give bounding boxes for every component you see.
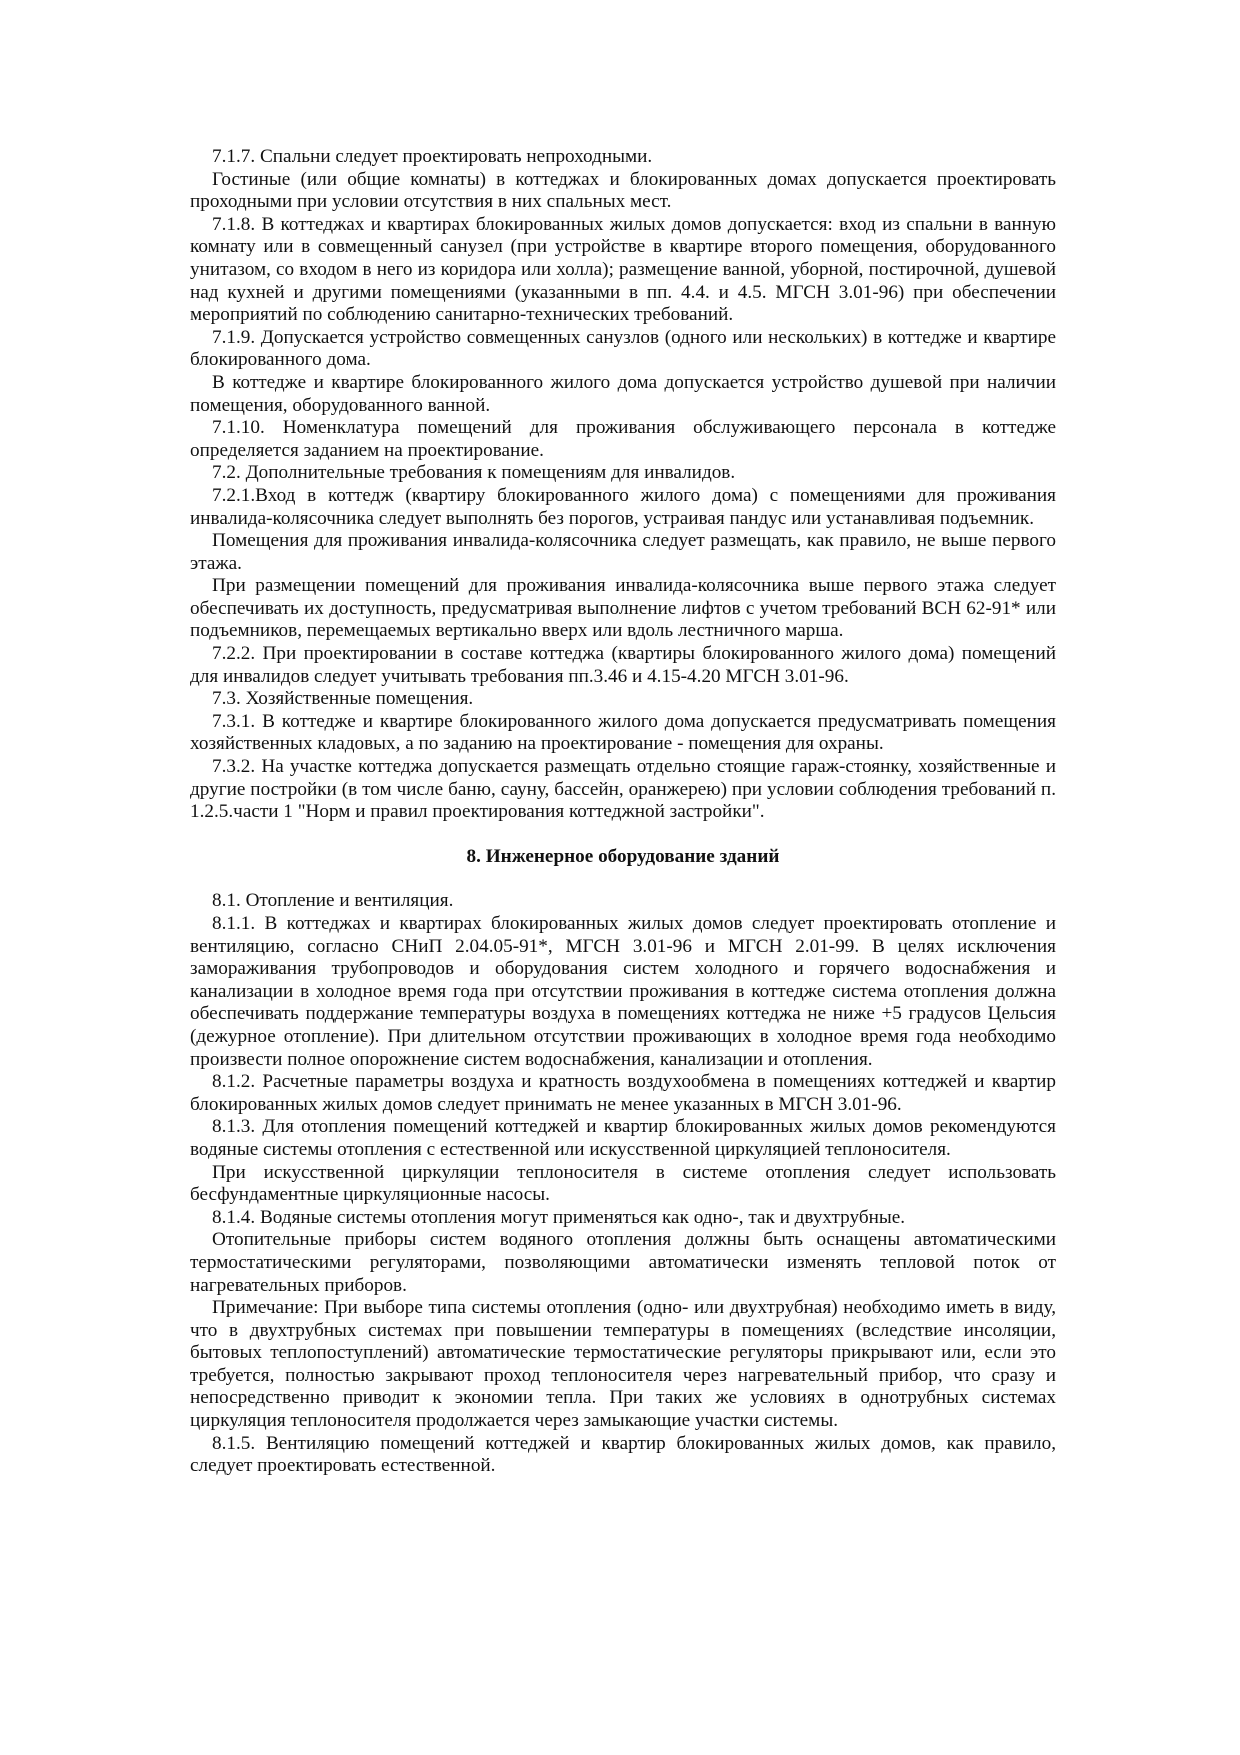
paragraph-8-1-4-devices: Отопительные приборы систем водяного отопления должны быть оснащены автоматическими термостатическими регуляторами, позволяющими автоматически изменять тепловой поток от нагревательных приборов. [190,1229,1056,1296]
paragraph-8-1-4: 8.1.4. Водяные системы отопления могут применяться как одно-, так и двухтрубные. [212,1206,906,1228]
paragraph-8-1-1: 8.1.1. В коттеджах и квартирах блокированных жилых домов следует проектировать отопление и вентиляцию, согласно СНиП 2.04.05-91*, МГСН 3.01-96 и МГСН 2.01-99. В целях исключения замораживания трубопроводов и оборудования систем холодного и горячего водоснабжения и канализации в холодное время года при отсутствии проживания в коттедже система отопления должна обеспечивать поддержание температуры воздуха в помещениях коттеджа не ниже +5 градусов Цельсия (дежурное отопление). При длительном отсутствии проживающих в холодное время года необходимо произвести полное опорожнение систем водоснабжения, канализации и отопления. [190,913,1056,1070]
paragraph-8-1-4-note: Примечание: При выборе типа системы отопления (одно- или двухтрубная) необходимо иметь в виду, что в двухтрубных системах при повышении температуры в помещениях (вследствие инсоляции, бытовых теплопоступлений) автоматические термостатические регуляторы прикрывают или, если это требуется, полностью закрывают проход теплоносителя через нагревательный прибор, что сразу и непосредственно приводит к экономии тепла. При таких же условиях в однотрубных системах циркуляция теплоносителя продолжается через замыкающие участки системы. [190,1297,1056,1432]
paragraph-8-1: 8.1. Отопление и вентиляция. [212,890,454,912]
paragraph-7-2: 7.2. Дополнительные требования к помещениям для инвалидов. [212,462,736,484]
paragraph-7-3: 7.3. Хозяйственные помещения. [212,688,474,710]
section-heading: 8. Инженерное оборудование зданий [466,845,780,867]
paragraph-7-3-2: 7.3.2. На участке коттеджа допускается размещать отдельно стоящие гараж-стоянку, хозяйственные и другие постройки (в том числе баню, сауну, бассейн, оранжерею) при условии соблюдения требований п. 1.2.5.части 1 "Норм и правил проектирования коттеджной застройки". [190,756,1056,823]
paragraph-8-1-2: 8.1.2. Расчетные параметры воздуха и кратность воздухообмена в помещениях коттеджей и квартир блокированных жилых домов следует принимать не менее указанных в МГСН 3.01-96. [190,1071,1056,1115]
paragraph-7-3-1: 7.3.1. В коттедже и квартире блокированного жилого дома допускается предусматривать помещения хозяйственных кладовых, а по заданию на проектирование - помещения для охраны. [190,710,1056,755]
paragraph-7-1-7: 7.1.7. Спальни следует проектировать непроходными. [212,146,653,167]
paragraph-7-1-8: 7.1.8. В коттеджах и квартирах блокированных жилых домов допускается: вход из спальни в ванную комнату или в совмещенный санузел (при устройстве в квартире второго помещения, оборудованного унитазом, со входом в него из коридора или холла); размещение ванной, уборной, постирочной, душевой над кухней и другими помещениями (указанными в пп. 4.4. и 4.5. МГСН 3.01-96) при обеспечении мероприятий по соблюдению санитарно-технических требований. [190,213,1056,326]
paragraph-7-2-1: 7.2.1.Вход в коттедж (квартиру блокированного жилого дома) с помещениями для проживания инвалида-колясочника следует выполнять без порогов, устраивая пандус или устанавливая подъемник. [190,484,1056,529]
paragraph-7-2-1-access: При размещении помещений для проживания инвалида-колясочника выше первого этажа следует обеспечивать их доступность, предусматривая выполнение лифтов с учетом требований ВСН 62-91* или подъемников, перемещаемых вертикально вверх или вдоль лестничного марша. [190,575,1056,642]
paragraph-7-1-7-living-rooms: Гостиные (или общие комнаты) в коттеджах и блокированных домах допускается проектировать проходными при условии отсутствия в них спальных мест. [190,168,1056,213]
paragraph-8-1-5: 8.1.5. Вентиляцию помещений коттеджей и квартир блокированных жилых домов, как правило, следует проектировать естественной. [190,1432,1056,1477]
paragraph-8-1-3: 8.1.3. Для отопления помещений коттеджей и квартир блокированных жилых домов рекомендуются водяные системы отопления с естественной или искусственной циркуляцией теплоносителя. [190,1116,1056,1160]
paragraph-7-1-10: 7.1.10. Номенклатура помещений для проживания обслуживающего персонала в коттедже определяется заданием на проектирование. [190,417,1056,461]
document-page [190,146,1056,1478]
paragraph-7-2-2: 7.2.2. При проектировании в составе коттеджа (квартиры блокированного жилого дома) помещений для инвалидов следует учитывать требования пп.3.46 и 4.15-4.20 МГСН 3.01-96. [190,643,1056,687]
paragraph-8-1-3-pumps: При искусственной циркуляции теплоносителя в системе отопления следует использовать бесфундаментные циркуляционные насосы. [190,1161,1056,1206]
paragraph-7-2-1-floor: Помещения для проживания инвалида-колясочника следует размещать, как правило, не выше первого этажа. [190,530,1056,574]
paragraph-7-1-9-shower: В коттедже и квартире блокированного жилого дома допускается устройство душевой при наличии помещения, оборудованного ванной. [190,371,1056,416]
paragraph-7-1-9: 7.1.9. Допускается устройство совмещенных санузлов (одного или нескольких) в коттедже и квартире блокированного дома. [190,326,1056,371]
